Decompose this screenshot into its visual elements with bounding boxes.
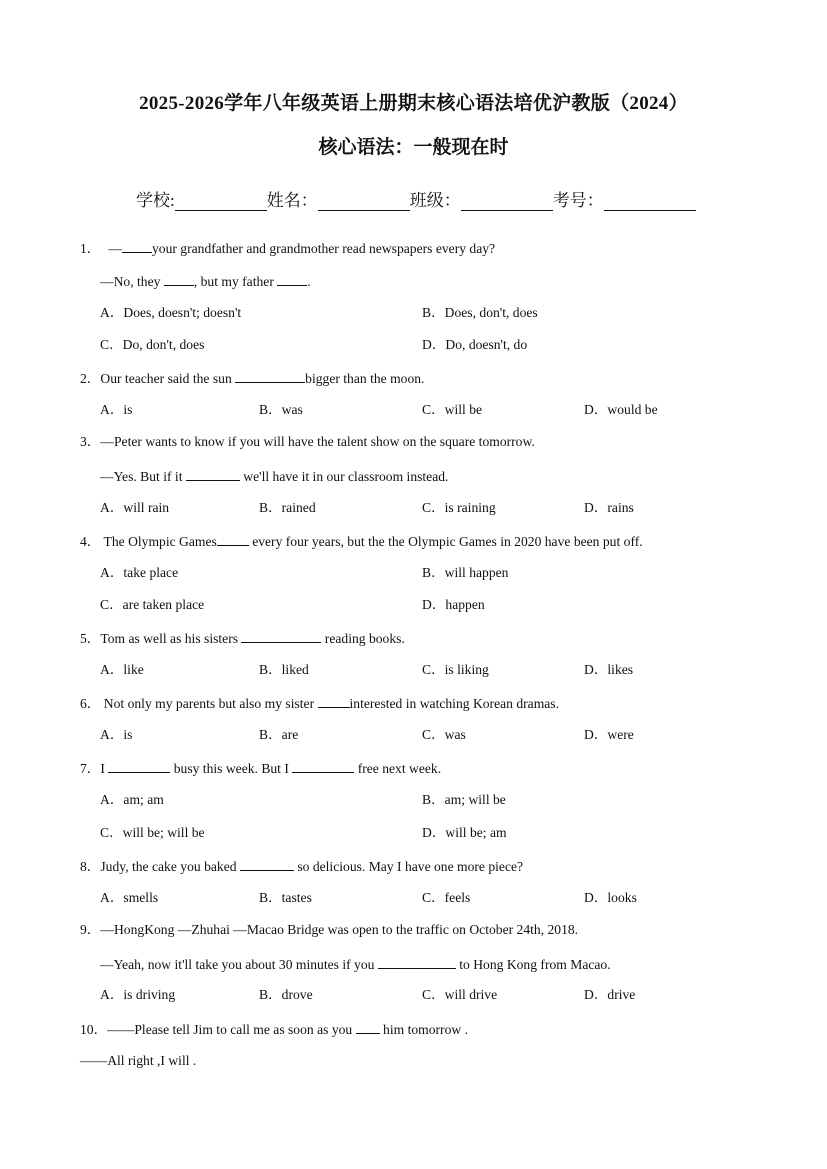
name-label: 姓名： — [266, 191, 318, 210]
question-text: every four years, but the the Olympic Games in 2020 have been put off. — [248, 534, 643, 549]
question-number: 4． — [80, 534, 101, 549]
option-a[interactable]: A．smells — [100, 890, 159, 905]
class-blank[interactable] — [461, 192, 553, 211]
answer-blank[interactable] — [356, 1019, 380, 1034]
question-text: ——Please tell Jim to call me as soon as you — [107, 1022, 356, 1037]
question-text: Not only my parents but also my sister — [100, 696, 318, 711]
answer-blank[interactable] — [292, 758, 354, 773]
option-a[interactable]: A．is — [100, 727, 133, 742]
school-label: 学校: — [136, 191, 175, 210]
answer-blank[interactable] — [240, 856, 294, 871]
question-text: bigger than the moon. — [305, 371, 425, 386]
question-text: interested in watching Korean dramas. — [349, 696, 559, 711]
option-c[interactable]: C．is liking — [422, 662, 489, 677]
question-text: free next week. — [354, 761, 442, 776]
question-1 — [80, 238, 495, 258]
question-10 — [80, 1019, 468, 1039]
option-d[interactable]: D．drive — [584, 987, 636, 1002]
answer-blank[interactable] — [235, 368, 305, 383]
exam-number-label: 考号： — [552, 191, 604, 210]
answer-blank[interactable] — [122, 238, 152, 253]
question-text: Tom as well as his sisters — [100, 631, 242, 646]
question-text: The Olympic Games — [100, 534, 217, 549]
question-text: —Yeah, now it'll take you about 30 minutes if you — [100, 957, 378, 972]
option-c[interactable]: C．feels — [422, 890, 471, 905]
answer-blank[interactable] — [241, 628, 321, 643]
question-text: Judy, the cake you baked — [100, 859, 240, 874]
option-a[interactable]: A．Does, doesn't; doesn't — [100, 305, 242, 320]
question-3-reply — [100, 466, 448, 486]
option-b[interactable]: B．liked — [259, 662, 309, 677]
question-9-reply — [100, 954, 611, 974]
question-text: reading books. — [321, 631, 405, 646]
answer-blank[interactable] — [164, 271, 194, 286]
question-text: —Peter wants to know if you will have the talent show on the square tomorrow. — [100, 434, 535, 449]
question-text: so delicious. May I have one more piece? — [293, 859, 524, 874]
option-a[interactable]: A．like — [100, 662, 144, 677]
option-b[interactable]: B．rained — [259, 500, 316, 515]
question-text: —No, they — [100, 274, 164, 289]
answer-blank[interactable] — [378, 954, 456, 969]
question-number: 8． — [80, 859, 101, 874]
option-d[interactable]: D．rains — [584, 500, 634, 515]
option-a[interactable]: A．take place — [100, 565, 179, 580]
question-text: busy this week. But I — [170, 761, 293, 776]
question-10-reply: ——All right ,I will . — [80, 1053, 197, 1068]
question-text: to Hong Kong from Macao. — [455, 957, 611, 972]
answer-blank[interactable] — [108, 758, 170, 773]
question-4 — [80, 531, 643, 551]
question-number: 2． — [80, 371, 101, 386]
option-b[interactable]: B．am; will be — [422, 792, 506, 807]
option-b[interactable]: B．tastes — [259, 890, 312, 905]
option-c[interactable]: C．was — [422, 727, 466, 742]
option-a[interactable]: A．is driving — [100, 987, 176, 1002]
question-3 — [80, 433, 535, 451]
question-text: —HongKong —Zhuhai —Macao Bridge was open to the traffic on October 24th, 2018. — [100, 922, 579, 937]
option-c[interactable]: C．is raining — [422, 500, 496, 515]
question-8 — [80, 856, 523, 876]
question-6 — [80, 693, 559, 713]
question-text: . — [307, 274, 311, 289]
question-text: —Yes. But if it — [100, 469, 186, 484]
question-number: 7． — [80, 761, 101, 776]
page-title: 2025-2026学年八年级英语上册期末核心语法培优沪教版（2024） — [139, 93, 688, 114]
option-a[interactable]: A．is — [100, 402, 133, 417]
option-d[interactable]: D．looks — [584, 890, 637, 905]
student-info-line — [136, 186, 696, 211]
answer-blank[interactable] — [186, 466, 240, 481]
class-label: 班级： — [409, 191, 461, 210]
option-d[interactable]: D．were — [584, 727, 634, 742]
page-subtitle: 核心语法：一般现在时 — [318, 137, 509, 158]
option-b[interactable]: B．was — [259, 402, 303, 417]
name-blank[interactable] — [318, 192, 410, 211]
question-text: we'll have it in our classroom instead. — [239, 469, 449, 484]
option-b[interactable]: B．Does, don't, does — [422, 305, 538, 320]
question-text: I — [100, 761, 109, 776]
option-b[interactable]: B．are — [259, 727, 299, 742]
question-text: , but my father — [193, 274, 278, 289]
question-number: 6． — [80, 696, 101, 711]
option-d[interactable]: D．will be; am — [422, 825, 507, 840]
question-text: your grandfather and grandmother read newspapers every day? — [151, 241, 496, 256]
question-text: him tomorrow . — [379, 1022, 468, 1037]
question-text: — — [108, 241, 122, 256]
option-d[interactable]: D．Do, doesn't, do — [422, 337, 528, 352]
question-number: 1． — [80, 241, 101, 256]
exam-number-blank[interactable] — [604, 192, 696, 211]
question-number: 5． — [80, 631, 101, 646]
option-c[interactable]: C．Do, don't, does — [100, 337, 205, 352]
question-9 — [80, 921, 578, 939]
answer-blank[interactable] — [318, 693, 350, 708]
question-7 — [80, 758, 441, 778]
answer-blank[interactable] — [217, 531, 249, 546]
question-number: 3． — [80, 434, 101, 449]
question-2 — [80, 368, 424, 388]
option-a[interactable]: A．will rain — [100, 500, 170, 515]
question-number: 9． — [80, 922, 101, 937]
option-c[interactable]: C．will drive — [422, 987, 498, 1002]
question-1-reply — [100, 271, 311, 291]
option-b[interactable]: B．drove — [259, 987, 313, 1002]
question-number: 10． — [80, 1022, 108, 1037]
option-d[interactable]: D．likes — [584, 662, 634, 677]
school-blank[interactable] — [175, 192, 267, 211]
question-text: Our teacher said the sun — [100, 371, 236, 386]
option-d[interactable]: D．would be — [584, 402, 658, 417]
option-b[interactable]: B．will happen — [422, 565, 509, 580]
option-c[interactable]: C．are taken place — [100, 597, 205, 612]
option-c[interactable]: C．will be — [422, 402, 483, 417]
option-d[interactable]: D．happen — [422, 597, 485, 612]
option-c[interactable]: C．will be; will be — [100, 825, 205, 840]
option-a[interactable]: A．am; am — [100, 792, 164, 807]
answer-blank[interactable] — [277, 271, 307, 286]
question-5 — [80, 628, 405, 648]
